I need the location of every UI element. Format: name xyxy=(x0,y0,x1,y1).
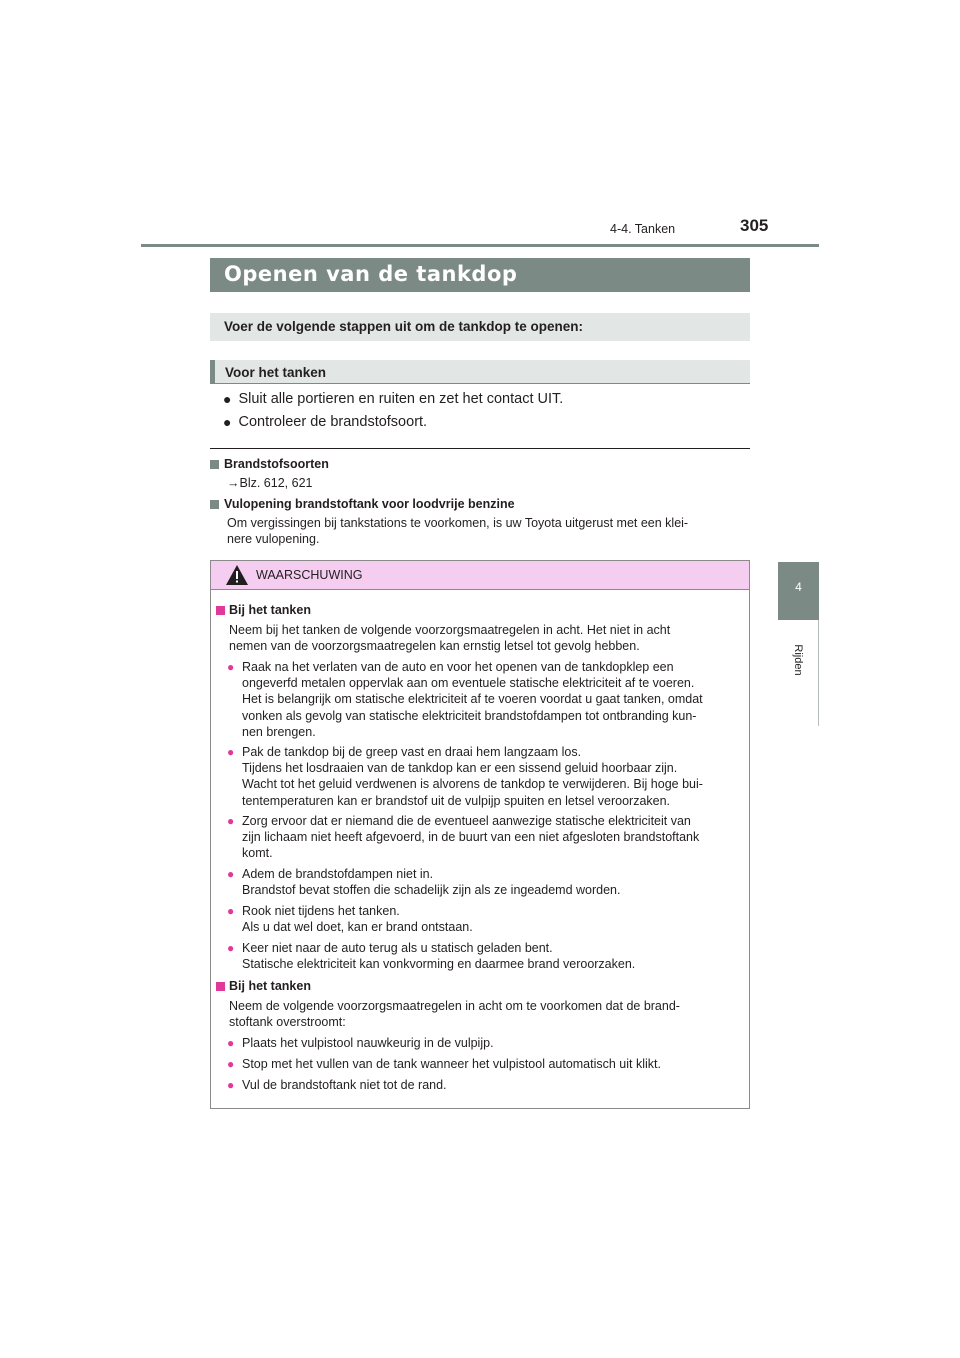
step-item xyxy=(223,414,427,430)
text-line: zijn lichaam niet heeft afgevoerd, in de buurt van een niet afgesloten brandstoftank xyxy=(242,830,700,845)
bullet-icon: ● xyxy=(223,414,232,430)
text-line: Brandstof bevat stoffen die schadelijk zijn als ze ingeademd worden. xyxy=(242,883,621,898)
note-body xyxy=(227,515,744,547)
step-item xyxy=(223,391,563,407)
note-heading xyxy=(210,457,329,471)
note-heading-text: Brandstofsoorten xyxy=(224,457,329,471)
note-line: nere vulopening. xyxy=(227,532,320,546)
header-rule xyxy=(141,244,819,247)
chapter-tab-line xyxy=(818,620,819,726)
text-line: Raak na het verlaten van de auto en voor het openen van de tankdopklep een xyxy=(242,660,674,674)
chapter-number: 4 xyxy=(795,580,802,594)
subheading-accent xyxy=(210,360,215,384)
text-line: komt. xyxy=(242,846,273,861)
text-line: ongeverfd metalen oppervlak aan om eventuele statische elektriciteit af te voeren. xyxy=(242,676,695,691)
text-line: Vul de brandstoftank niet tot de rand. xyxy=(242,1078,447,1092)
square-bullet-icon xyxy=(216,982,225,991)
text-line: Statische elektriciteit kan vonkvorming en daarmee brand veroorzaken. xyxy=(242,957,636,972)
step-text: Sluit alle portieren en ruiten en zet het contact UIT. xyxy=(238,391,564,407)
page-number: 305 xyxy=(740,216,769,235)
step-text: Controleer de brandstofsoort. xyxy=(238,414,428,430)
bullet-icon: ● xyxy=(227,660,235,674)
note-body xyxy=(227,475,744,491)
text-line: Plaats het vulpistool nauwkeurig in de vulpijp. xyxy=(242,1036,494,1050)
warning-section-heading-text: Bij het tanken xyxy=(229,603,311,617)
text-line: Pak de tankdop bij de greep vast en draai hem langzaam los. xyxy=(242,745,582,759)
bullet-icon: ● xyxy=(227,1036,235,1050)
square-bullet-icon xyxy=(210,460,219,469)
text-line: tentemperaturen kan er brandstof uit de vulpijp spuiten en letsel veroorzaken. xyxy=(242,793,671,808)
warning-section-heading xyxy=(216,979,311,993)
warning-label: WAARSCHUWING xyxy=(256,568,363,582)
square-bullet-icon xyxy=(216,606,225,615)
bullet-icon: ● xyxy=(227,1078,235,1092)
text-line: Wacht tot het geluid verdwenen is alvorens de tankdop te verwijderen. Bij hoge bui- xyxy=(242,777,703,792)
text-line: Het is belangrijk om statische elektriciteit af te voeren voordat u gaat tanken, omdat xyxy=(242,692,703,707)
subheading-bar xyxy=(210,360,750,384)
section-title-bar xyxy=(210,258,750,292)
note-line: Om vergissingen bij tankstations te voorkomen, is uw Toyota uitgerust met een klei- xyxy=(227,516,689,530)
warning-box xyxy=(210,560,750,1109)
chapter-label-text: Rijden xyxy=(792,644,804,676)
subheading: Voor het tanken xyxy=(225,365,327,380)
text-line: Adem de brandstofdampen niet in. xyxy=(242,867,434,881)
section-label: 4-4. Tanken xyxy=(610,222,676,236)
warning-header xyxy=(211,561,749,590)
note-heading xyxy=(210,497,515,511)
warning-section-heading xyxy=(216,603,311,617)
warning-section-intro xyxy=(229,622,739,654)
text-line: nen brengen. xyxy=(242,724,316,739)
intro-text: Voer de volgende stappen uit om de tankdop te openen: xyxy=(224,319,584,334)
text-line: Keer niet naar de auto terug als u statisch geladen bent. xyxy=(242,941,553,955)
separator-rule xyxy=(210,448,750,449)
chapter-tab xyxy=(778,562,819,620)
text-line: vonken als gevolg van statische elektriciteit brandstofdampen tot ontbranding kun- xyxy=(242,708,697,723)
text-line: Als u dat wel doet, kan er brand ontstaan. xyxy=(242,920,473,935)
text-line: Rook niet tijdens het tanken. xyxy=(242,904,400,918)
bullet-icon: ● xyxy=(227,867,235,881)
note-line: →Blz. 612, 621 xyxy=(227,476,313,490)
note-heading-text: Vulopening brandstoftank voor loodvrije benzine xyxy=(224,497,515,511)
text-line: Tijdens het losdraaien van de tankdop kan er een sissend geluid hoorbaar zijn. xyxy=(242,761,678,776)
text-line: nemen van de voorzorgsmaatregelen kan ernstig letsel tot gevolg hebben. xyxy=(229,639,640,654)
warning-section-heading-text: Bij het tanken xyxy=(229,979,311,993)
text-line: Zorg ervoor dat er niemand die de eventueel aanwezige statische elektriciteit van xyxy=(242,814,691,828)
section-title: Openen van de tankdop xyxy=(224,262,518,286)
text-line: Neem bij het tanken de volgende voorzorgsmaatregelen in acht. Het niet in acht xyxy=(229,623,671,637)
text-line: Neem de volgende voorzorgsmaatregelen in acht om te voorkomen dat de brand- xyxy=(229,999,680,1013)
bullet-icon: ● xyxy=(227,904,235,918)
bullet-icon: ● xyxy=(227,1057,235,1071)
text-line: Stop met het vullen van de tank wanneer het vulpistool automatisch uit klikt. xyxy=(242,1057,661,1071)
bullet-icon: ● xyxy=(227,745,235,759)
intro-box xyxy=(210,313,750,341)
text-line: stoftank overstroomt: xyxy=(229,1015,346,1030)
warning-section-intro xyxy=(229,998,739,1030)
bullet-icon: ● xyxy=(227,941,235,955)
warning-triangle-icon xyxy=(225,564,249,586)
chapter-label xyxy=(780,630,816,690)
bullet-icon: ● xyxy=(223,391,232,407)
bullet-icon: ● xyxy=(227,814,235,828)
square-bullet-icon xyxy=(210,500,219,509)
